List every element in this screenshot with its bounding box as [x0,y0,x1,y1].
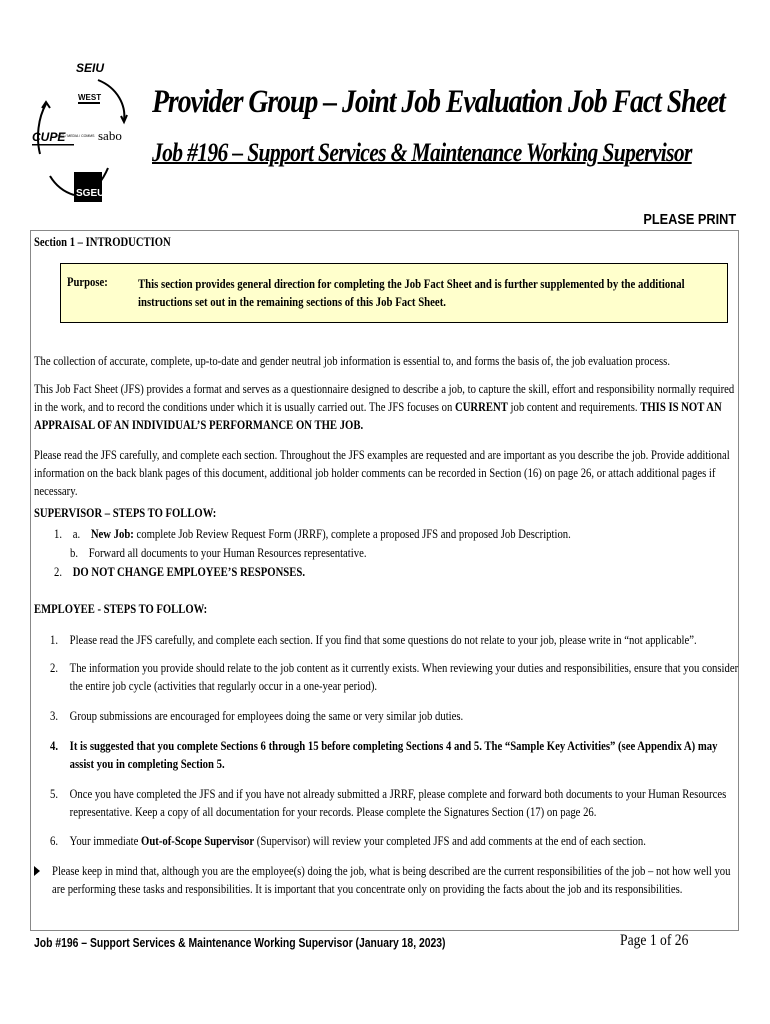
employee-step-4: 4. It is suggested that you complete Sections 6 through 15 before completing Sections 4 and 5. The “Sample Key Activities” (see Appendix A) may assist you in completing Section 5. [50,739,718,771]
cycle-arrow-icon [98,80,124,120]
cupe-logo: CUPE [32,130,66,144]
purpose-label: Purpose: [67,275,108,289]
employee-step-3: 3. Group submissions are encouraged for employees doing the same or very similar job duties. [50,709,464,723]
employee-step-2: 2. The information you provide should relate to the job content as it currently exists. When reviewing your duties and responsibilities, ensure that you consider the entire job cycle (activities that regularly occur in a one-year period). [50,661,739,693]
purpose-text: This section provides general direction for completing the Job Fact Sheet and is further supplemented by the additional instructions set out in the remaining sections of this Job Fact Sheet. [138,277,685,309]
union-logos [28,58,134,208]
seiu-logo: SEIU [76,61,105,75]
supervisor-step-2: 2. DO NOT CHANGE EMPLOYEE’S RESPONSES. [54,565,306,579]
footer-job-title: Job #196 – Support Services & Maintenance Working Supervisor (January 18, 2023) [34,936,446,950]
purpose-box [60,263,728,323]
employee-step-6: 6. Your immediate Out-of-Scope Supervisor (Supervisor) will review your completed JFS and add comments at the end of each section. [50,834,646,848]
job-title: Job #196 – Support Services & Maintenance Working Supervisor [152,138,692,167]
document-title: Provider Group – Joint Job Evaluation Job Fact Sheet [152,84,725,120]
please-print-label: PLEASE PRINT [643,211,736,228]
supervisor-steps-heading: SUPERVISOR – STEPS TO FOLLOW: [34,506,217,520]
supervisor-step-1b: b. Forward all documents to your Human Resources representative. [70,546,367,560]
page-number: Page 1 of 26 [620,932,689,949]
intro-paragraph-2: This Job Fact Sheet (JFS) provides a format and serves as a questionnaire designed to describe a job, to capture the skill, effort and responsibility normally required in the work, and to record the conditions under which it is usually carried out. The JFS focuses on CURRENT job content and requirements. THIS IS NOT AN APPRAISAL OF AN INDIVIDUAL’S PERFORMANCE ON THE JOB. [34,382,735,432]
intro-paragraph-1: The collection of accurate, complete, up-to-date and gender neutral job information is essential to, and forms the basis of, the job evaluation process. [34,354,670,368]
section-title: Section 1 – INTRODUCTION [34,235,171,249]
employee-step-1: 1. Please read the JFS carefully, and complete each section. If you find that some questions do not relate to your job, please write in “not applicable”. [50,633,697,647]
employee-step-5: 5. Once you have completed the JFS and if you have not already submitted a JRRF, please complete and forward both documents to your Human Resources representative. Keep a copy of all documentation for your records. Please complete the Signatures Section (17) on page 26. [50,787,727,819]
bullet-arrow-icon [34,866,40,876]
supervisor-step-1a: 1. a. New Job: complete Job Review Request Form (JRRF), complete a proposed JFS and proposed Job Description. [54,527,571,541]
employee-note: Please keep in mind that, although you are the employee(s) doing the job, what is being described are the current responsibilities of the job – not how well you are performing these tasks and responsibilities. It is important that you concentrate only on providing the facts about the job and its responsibilities. [52,864,731,896]
seiu-west-logo: WEST [78,93,102,102]
intro-paragraph-3: Please read the JFS carefully, and complete each section. Throughout the JFS examples are requested and are important as you describe the job. Provide additional information on the back blank pages of this document, additional job holder comments can be recorded in Section (16) on page 26, or attach additional pages if necessary. [34,448,730,498]
svg-text:INFO / MEDIA / COMMS: INFO / MEDIA / COMMS [56,134,95,138]
sabo-logo: sabo [98,128,122,143]
employee-steps-heading: EMPLOYEE - STEPS TO FOLLOW: [34,602,208,616]
sgeu-logo: SGEU [76,188,105,199]
